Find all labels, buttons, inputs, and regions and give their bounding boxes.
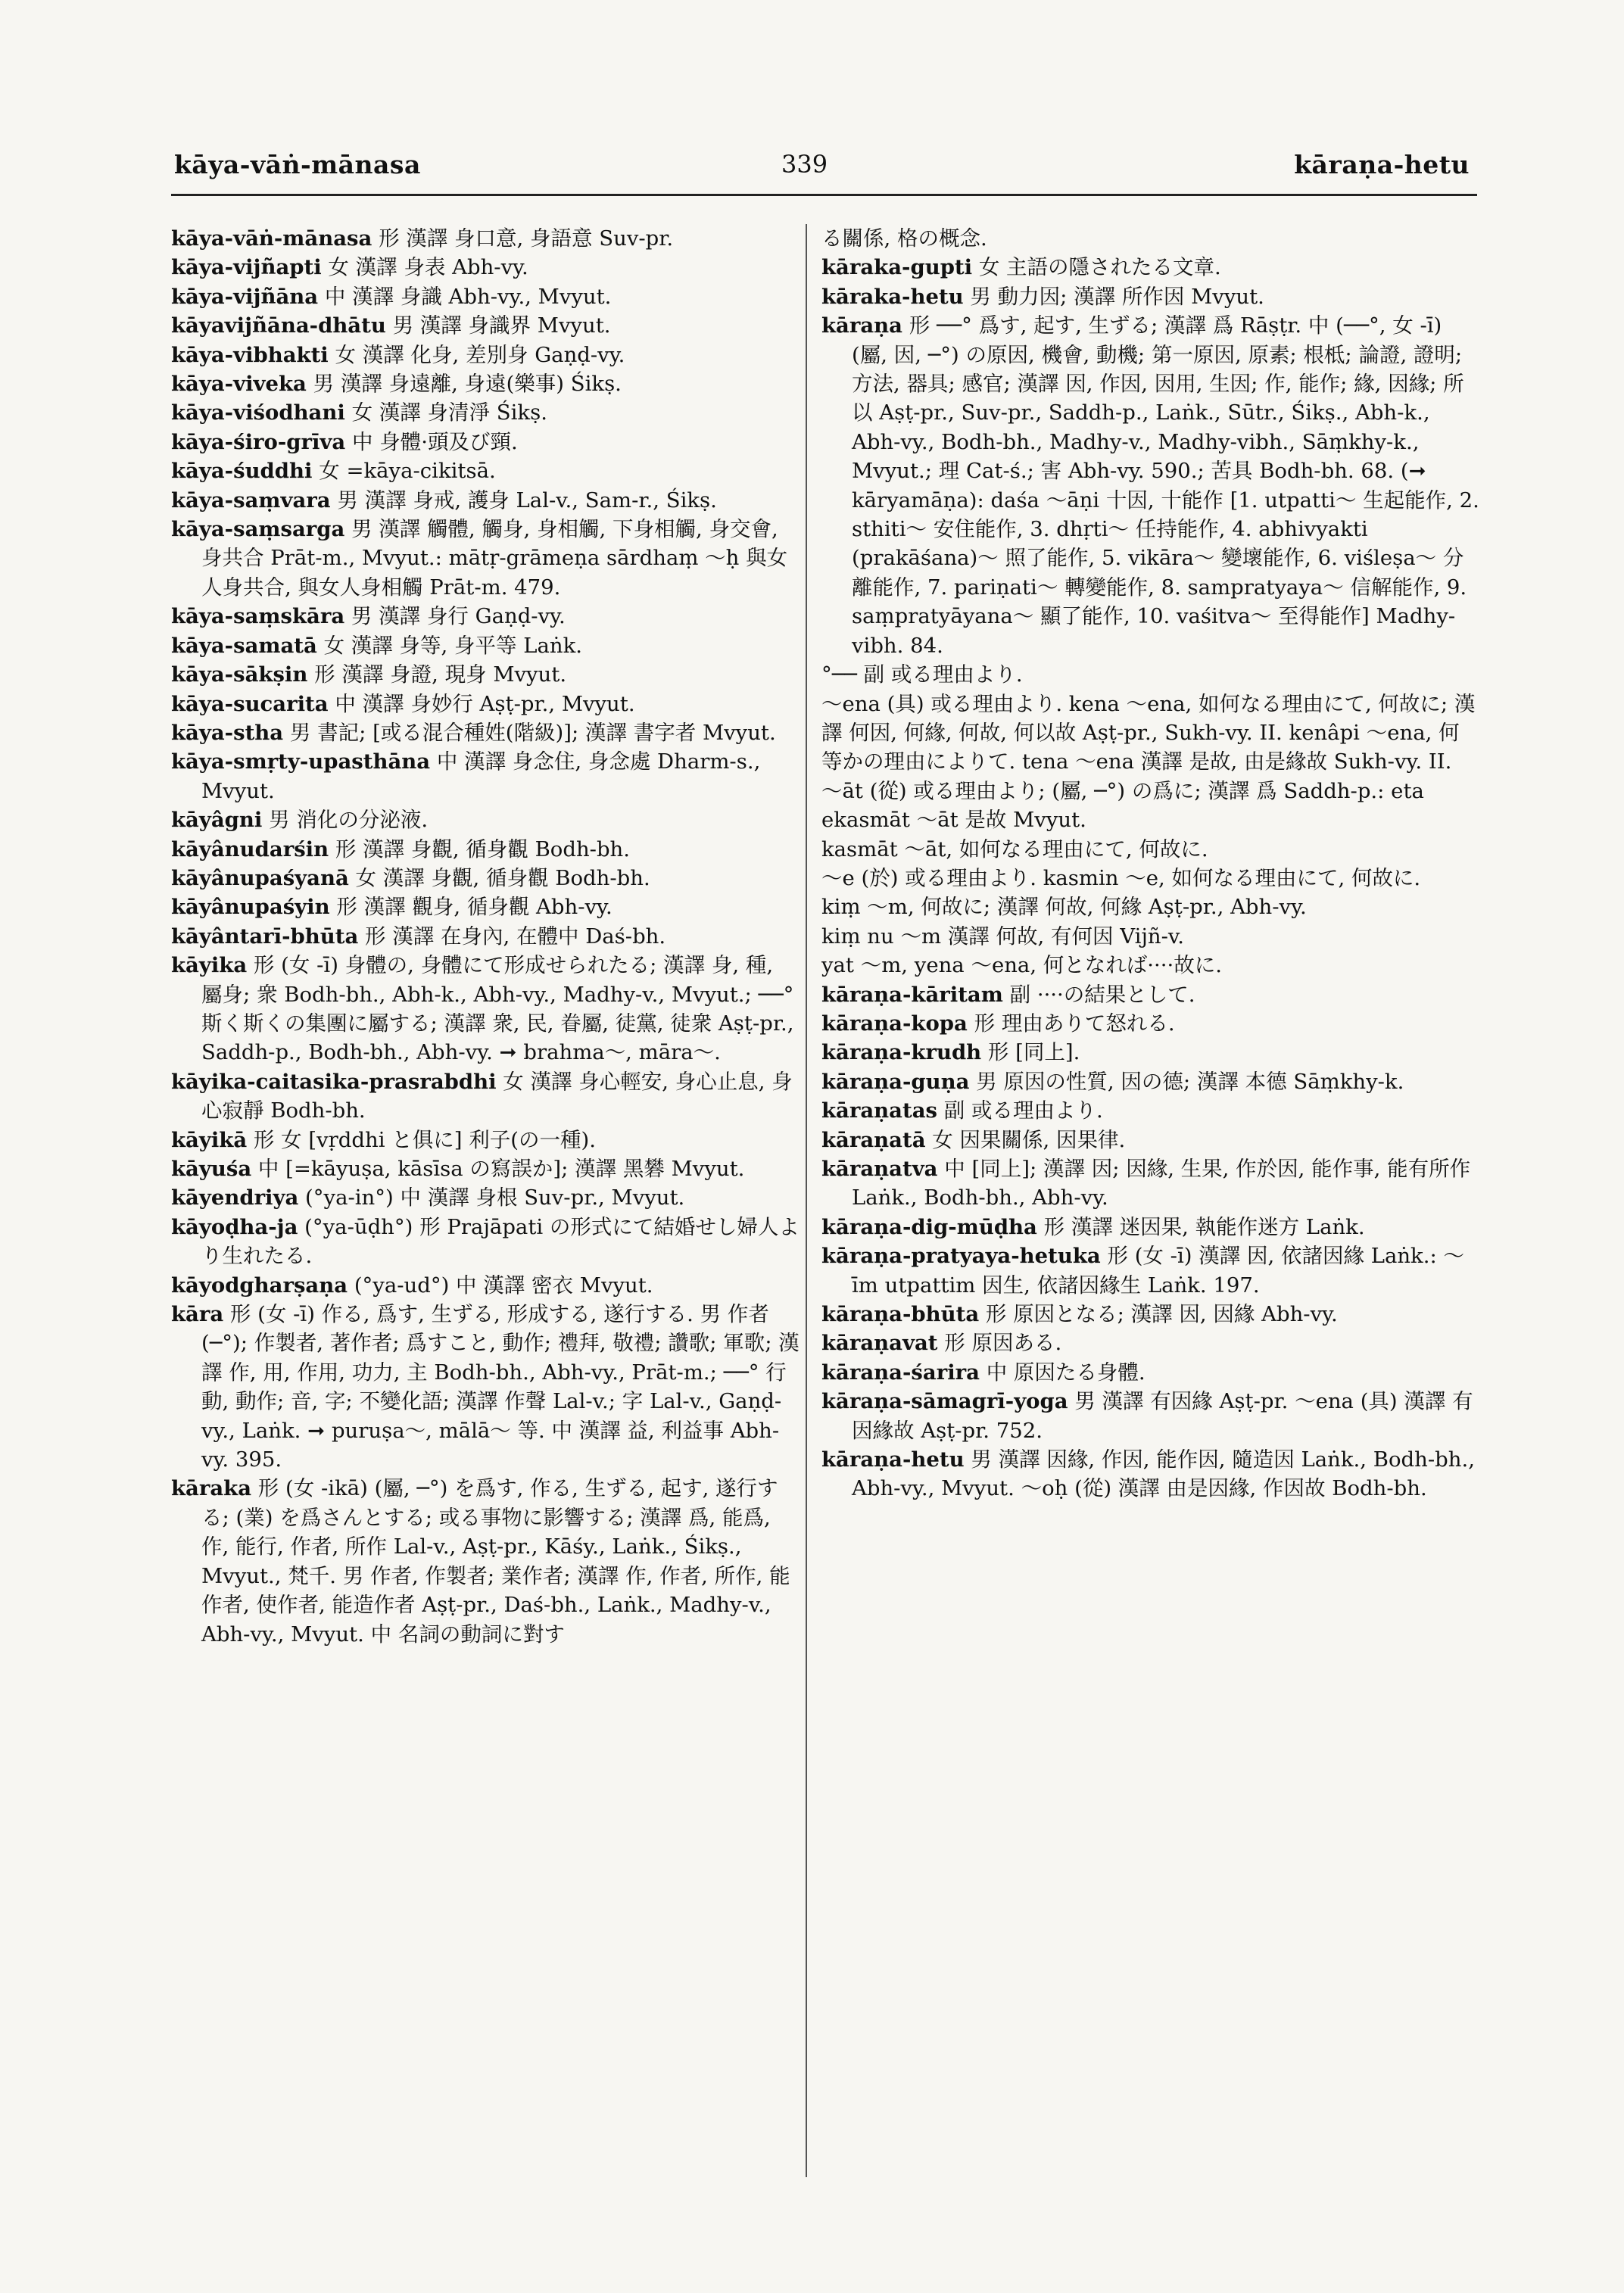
entry-definition: 男 漢譯 身戒, 護身 Lal-v., Sam-r., Śikṣ. bbox=[330, 488, 717, 512]
dictionary-entry bbox=[171, 922, 800, 951]
page-number: 339 bbox=[781, 150, 828, 179]
entry-definition: 形 ──° 爲す, 起す, 生ずる; 漢譯 爲 Rāṣṭr. 中 (──°, 女 -ī) (屬, 因, ─°) の原因, 機會, 動機; 第一原因, 原素; 根柢; 論證, 證明; 方法, 器具; 感官; 漢譯 因, 作因, 因用, 生因; 作, 能作; 緣, 因緣; 所以 Aṣṭ-pr., Suv-pr., Saddh-p., Laṅk., Sūtr., Śikṣ., Abh-k., Abh-vy., Bodh-bh., Madhy-v., Madhy-vibh., Sāṃkhy-k., Mvyut.; 理 Cat-ś.; 害 Abh-vy. 590.; 苦具 Bodh-bh. 68. (➞ kāryamāṇa): daśa ～āṇi 十因, 十能作 [1. utpatti～ 生起能作, 2. sthiti～ 安住能作, 3. dhṛti～ 任持能作, 4. abhivyakti (prakāśana)～ 照了能作, 5. vikāra～ 變壞能作, 6. viśleṣa～ 分離能作, 7. pariṇati～ 轉變能作, 8. sampratyaya～ 信解能作, 9. saṃpratyāyana～ 顯了能作, 10. vaśitva～ 至得能作] Madhy-vibh. 84. bbox=[852, 313, 1479, 658]
dictionary-entry bbox=[821, 1213, 1480, 1242]
dictionary-entry bbox=[171, 341, 800, 369]
entry-definition: 形 [同上]. bbox=[981, 1040, 1080, 1065]
dictionary-entry bbox=[171, 398, 800, 427]
dictionary-entry bbox=[171, 369, 800, 398]
entry-definition: 男 動力因; 漢譯 所作因 Mvyut. bbox=[963, 284, 1264, 309]
entry-definition: 中 原因たる身體. bbox=[979, 1360, 1146, 1385]
entry-definition: 女 因果關係, 因果律. bbox=[925, 1127, 1126, 1152]
dictionary-entry bbox=[171, 893, 800, 921]
dictionary-entry bbox=[821, 1329, 1480, 1357]
entry-headword: kāraṇa bbox=[821, 313, 902, 338]
entry-headword: kāyodgharṣaṇa bbox=[171, 1273, 348, 1298]
dictionary-entry bbox=[171, 253, 800, 282]
entry-headword: kāraṇa-sāmagrī-yoga bbox=[821, 1389, 1068, 1414]
entry-definition: 男 漢譯 有因緣 Aṣṭ-pr. ～ena (具) 漢譯 有因緣故 Aṣṭ-pr. 752. bbox=[852, 1389, 1473, 1443]
left-column bbox=[171, 224, 800, 1649]
dictionary-entry bbox=[171, 1067, 800, 1126]
dictionary-entry bbox=[821, 1096, 1480, 1125]
entry-definition: る關係, 格の概念. bbox=[821, 226, 987, 251]
entry-definition: 中 身體·頭及び頸. bbox=[345, 429, 518, 454]
dictionary-entry bbox=[171, 515, 800, 602]
entry-definition: 女 漢譯 身觀, 循身觀 Bodh-bh. bbox=[348, 865, 650, 890]
entry-definition: (°ya-ūḍh°) 形 Prajāpati の形式にて結婚せし婦人より生れたる. bbox=[201, 1214, 800, 1269]
entry-definition: 形 漢譯 身證, 現身 Mvyut. bbox=[307, 662, 567, 687]
right-column bbox=[821, 224, 1480, 1503]
entry-headword: kāyâgni bbox=[171, 808, 263, 833]
entry-headword: kāyika bbox=[171, 953, 248, 978]
entry-definition: ～ena (具) 或る理由より. kena ～ena, 如何なる理由にて, 何故に; 漢譯 何因, 何緣, 何故, 何以故 Aṣṭ-pr., Sukh-vy. II. kenâpi ～ena, 何等かの理由によりて. tena ～ena 漢譯 是故, 由是緣故 Sukh-vy. II. bbox=[821, 691, 1476, 774]
entry-headword: kāraṇa-guṇa bbox=[821, 1069, 970, 1094]
entry-headword: kāya-samatā bbox=[171, 633, 317, 658]
entry-headword: kāraka-gupti bbox=[821, 255, 973, 280]
entry-headword: kāya-saṃsarga bbox=[171, 517, 345, 542]
entry-headword: kāyânupaśyanā bbox=[171, 865, 349, 890]
entry-definition: 形 (女 -ī) 身體の, 身體にて形成せられたる; 漢譯 身, 種, 屬身; 衆 Bodh-bh., Abh-k., Abh-vy., Madhy-v., Mvyut.; ──° 斯く斯くの集團に屬する; 漢譯 衆, 民, 眷屬, 徒黨, 徒衆 Aṣṭ-pr., Saddh-p., Bodh-bh., Abh-vy. ➞ brahma～, māra～. bbox=[201, 953, 794, 1065]
dictionary-entry bbox=[821, 980, 1480, 1009]
dictionary-entry bbox=[171, 224, 800, 253]
entry-definition: kiṃ ～m, 何故に; 漢譯 何故, 何緣 Aṣṭ-pr., Abh-vy. bbox=[821, 895, 1307, 920]
entry-headword: kāyika-caitasika-prasrabdhi bbox=[171, 1069, 497, 1094]
dictionary-entry bbox=[821, 893, 1480, 921]
entry-definition: °── 副 或る理由より. bbox=[821, 662, 1023, 687]
dictionary-entry bbox=[821, 922, 1480, 951]
entry-headword: kāraṇa-kopa bbox=[821, 1011, 968, 1036]
entry-definition: 男 漢譯 身識界 Mvyut. bbox=[385, 313, 611, 338]
entry-headword: kāraka-hetu bbox=[821, 284, 964, 309]
entry-definition: 形 (女 -ī) 作る, 爲す, 生ずる, 形成する, 遂行する. 男 作者(─°); 作製者, 著作者; 爲すこと, 動作; 禮拜, 敬禮; 讚歌; 軍歌; 漢譯 作, 用, 作用, 功力, 主 Bodh-bh., Abh-vy., Prāt-m.; ──° 行動, 動作; 音, 字; 不變化語; 漢譯 作聲 Lal-v.; 字 Lal-v., Gaṇḍ-vy., Laṅk. ➞ puruṣa～, mālā～ 等. 中 漢譯 益, 利益事 Abh-vy. 395. bbox=[201, 1302, 800, 1472]
entry-definition: 男 原因の性質, 因の德; 漢譯 本德 Sāṃkhy-k. bbox=[969, 1069, 1404, 1094]
dictionary-entry bbox=[171, 864, 800, 893]
entry-definition: 男 漢譯 身遠離, 身遠(樂事) Śikṣ. bbox=[306, 372, 622, 397]
entry-headword: kāraṇavat bbox=[821, 1331, 938, 1356]
entry-definition: 形 漢譯 在身內, 在體中 Daś-bh. bbox=[358, 924, 666, 949]
entry-definition: 中 [同上]; 漢譯 因; 因緣, 生果, 作於因, 能作事, 能有所作 Laṅk., Bodh-bh., Abh-vy. bbox=[852, 1157, 1471, 1210]
dictionary-entry bbox=[821, 1009, 1480, 1038]
dictionary-entry bbox=[171, 835, 800, 864]
dictionary-entry bbox=[171, 311, 800, 340]
entry-headword: kāraṇa-hetu bbox=[821, 1447, 965, 1472]
dictionary-entry bbox=[171, 282, 800, 311]
entry-headword: kāyendriya bbox=[171, 1185, 299, 1210]
entry-definition: 男 書記; [或る混合種姓(階級)]; 漢譯 書字者 Mvyut. bbox=[283, 720, 776, 745]
dictionary-entry bbox=[171, 1474, 800, 1648]
entry-definition: 中 漢譯 身識 Abh-vy., Mvyut. bbox=[318, 284, 612, 309]
entry-definition: 女 漢譯 身心輕安, 身心止息, 身心寂靜 Bodh-bh. bbox=[201, 1069, 793, 1123]
entry-headword: kāya-saṃvara bbox=[171, 488, 331, 512]
dictionary-entry bbox=[171, 951, 800, 1067]
entry-definition: ～āt (從) 或る理由より; (屬, ─°) の爲に; 漢譯 爲 Saddh-p.: eta ekasmāt ～āt 是故 Mvyut. bbox=[821, 778, 1424, 833]
dictionary-entry bbox=[821, 1038, 1480, 1067]
entry-definition: 女 漢譯 化身, 差別身 Gaṇḍ-vy. bbox=[328, 342, 625, 367]
column-divider bbox=[806, 224, 807, 2177]
entry-definition: 男 消化の分泌液. bbox=[262, 808, 429, 833]
entry-headword: kāya-śuddhi bbox=[171, 459, 313, 484]
entry-headword: kāraka bbox=[171, 1476, 252, 1501]
entry-headword: kāya-vijñāna bbox=[171, 284, 319, 309]
entry-headword: kāyoḍha-ja bbox=[171, 1214, 298, 1239]
entry-definition: 形 (女 -ikā) (屬, ─°) を爲す, 作る, 生ずる, 起す, 遂行する; (業) を爲さんとする; 或る事物に影響する; 漢譯 爲, 能爲, 作, 能行, 作者, 所作 Lal-v., Aṣṭ-pr., Kāśy., Laṅk., Śikṣ., Mvyut., 梵千. 男 作者, 作製者; 業作者; 漢譯 作, 作者, 所作, 能作者, 使作者, 能造作者 Aṣṭ-pr., Daś-bh., Laṅk., Madhy-v., Abh-vy., Mvyut. 中 名詞の動詞に對す bbox=[201, 1476, 790, 1647]
entry-headword: kāraṇatva bbox=[821, 1157, 938, 1181]
entry-definition: 副 或る理由より. bbox=[937, 1098, 1103, 1123]
entry-definition: 形 漢譯 身口意, 身語意 Suv-pr. bbox=[372, 226, 674, 251]
dictionary-entry bbox=[171, 428, 800, 456]
entry-headword: kāraṇatā bbox=[821, 1127, 926, 1152]
dictionary-entry bbox=[821, 777, 1480, 835]
entry-definition: 中 [=kāyuṣa, kāsīsa の寫誤か]; 漢譯 黑礬 Mvyut. bbox=[251, 1157, 745, 1181]
entry-headword: kāya-vijñapti bbox=[171, 255, 322, 280]
entry-definition: 女 漢譯 身清淨 Śikṣ. bbox=[344, 400, 547, 425]
entry-definition: 女 主語の隱されたる文章. bbox=[972, 255, 1221, 280]
entry-headword: kāya-vāṅ-mānasa bbox=[171, 226, 372, 251]
dictionary-entry bbox=[821, 690, 1480, 777]
dictionary-entry bbox=[171, 1154, 800, 1183]
entry-definition: kiṃ nu ～m 漢譯 何故, 有何因 Vijñ-v. bbox=[821, 924, 1184, 949]
entry-definition: (°ya-in°) 中 漢譯 身根 Suv-pr., Mvyut. bbox=[298, 1185, 685, 1210]
entry-headword: kāyavijñāna-dhātu bbox=[171, 313, 386, 338]
entry-headword: kāya-sākṣin bbox=[171, 662, 308, 687]
entry-headword: kāyânupaśyin bbox=[171, 895, 330, 920]
entry-definition: 女 漢譯 身等, 身平等 Laṅk. bbox=[316, 633, 583, 658]
dictionary-entry bbox=[171, 1300, 800, 1474]
dictionary-entry bbox=[171, 660, 800, 689]
dictionary-entry bbox=[171, 1183, 800, 1212]
entry-headword: kāya-sucarita bbox=[171, 691, 329, 716]
dictionary-entry bbox=[171, 486, 800, 515]
dictionary-entry bbox=[821, 1445, 1480, 1503]
entry-definition: 副 ····の結果として. bbox=[1002, 982, 1195, 1007]
page-header bbox=[0, 150, 1624, 188]
dictionary-entry bbox=[821, 1300, 1480, 1329]
entry-definition: 形 漢譯 觀身, 循身觀 Abh-vy. bbox=[329, 895, 613, 920]
entry-definition: ～e (於) 或る理由より. kasmin ～e, 如何なる理由にて, 何故に. bbox=[821, 865, 1421, 890]
dictionary-entry bbox=[821, 864, 1480, 893]
header-rule bbox=[171, 194, 1477, 196]
entry-headword: kāraṇa-kāritam bbox=[821, 982, 1003, 1007]
entry-headword: kāya-smṛty-upasthāna bbox=[171, 749, 431, 774]
entry-headword: kāyuśa bbox=[171, 1157, 252, 1181]
running-head-left: kāya-vāṅ-mānasa bbox=[174, 150, 421, 179]
dictionary-entry bbox=[821, 282, 1480, 311]
entry-definition: 男 漢譯 因緣, 作因, 能作因, 隨造因 Laṅk., Bodh-bh., Abh-vy., Mvyut. ～oḥ (從) 漢譯 由是因緣, 作因故 Bodh-bh. bbox=[852, 1447, 1475, 1501]
dictionary-entry bbox=[821, 1358, 1480, 1387]
entry-definition: 形 漢譯 身觀, 循身觀 Bodh-bh. bbox=[329, 837, 631, 861]
dictionary-entry bbox=[821, 1126, 1480, 1154]
entry-headword: kāya-vibhakti bbox=[171, 342, 329, 367]
entry-definition: (°ya-ud°) 中 漢譯 密衣 Mvyut. bbox=[348, 1273, 653, 1298]
entry-headword: kāya-viveka bbox=[171, 372, 307, 397]
dictionary-entry bbox=[821, 835, 1480, 864]
dictionary-entry bbox=[171, 631, 800, 660]
dictionary-entry bbox=[821, 1154, 1480, 1213]
entry-headword: kāraṇa-śarira bbox=[821, 1360, 980, 1385]
entry-definition: 中 漢譯 身念住, 身念處 Dharm-s., Mvyut. bbox=[201, 749, 761, 803]
dictionary-entry bbox=[171, 747, 800, 805]
entry-headword: kāya-stha bbox=[171, 720, 284, 745]
entry-definition: kasmāt ～āt, 如何なる理由にて, 何故に. bbox=[821, 837, 1208, 861]
entry-headword: kāraṇa-pratyaya-hetuka bbox=[821, 1244, 1101, 1269]
entry-definition: 男 漢譯 身行 Gaṇḍ-vy. bbox=[344, 604, 566, 629]
dictionary-entry bbox=[171, 805, 800, 834]
entry-definition: 形 女 [vṛddhi と俱に] 利子(の一種). bbox=[247, 1127, 596, 1152]
entry-headword: kāraṇatas bbox=[821, 1098, 937, 1123]
dictionary-entry bbox=[821, 311, 1480, 660]
dictionary-entry bbox=[171, 690, 800, 718]
entry-definition: 形 漢譯 迷因果, 執能作迷方 Laṅk. bbox=[1036, 1214, 1365, 1239]
entry-definition: 形 原因となる; 漢譯 因, 因緣 Abh-vy. bbox=[979, 1302, 1338, 1327]
dictionary-entry bbox=[821, 253, 1480, 282]
entry-headword: kāra bbox=[171, 1302, 224, 1327]
entry-definition: 形 理由ありて怒れる. bbox=[967, 1011, 1175, 1036]
dictionary-entry bbox=[821, 1387, 1480, 1445]
dictionary-entry bbox=[171, 602, 800, 631]
dictionary-entry bbox=[821, 224, 1480, 253]
entry-headword: kāraṇa-bhūta bbox=[821, 1302, 980, 1327]
dictionary-entry bbox=[171, 718, 800, 747]
dictionary-entry bbox=[821, 660, 1480, 689]
dictionary-entry bbox=[171, 1213, 800, 1271]
entry-definition: 女 漢譯 身表 Abh-vy. bbox=[321, 255, 528, 280]
dictionary-entry bbox=[171, 1271, 800, 1300]
dictionary-entry bbox=[171, 1126, 800, 1154]
entry-headword: kāraṇa-dig-mūḍha bbox=[821, 1214, 1037, 1239]
entry-headword: kāya-śiro-grīva bbox=[171, 429, 346, 454]
dictionary-entry bbox=[821, 1067, 1480, 1096]
entry-definition: yat ～m, yena ～ena, 何となれば····故に. bbox=[821, 953, 1223, 978]
entry-definition: 女 =kāya-cikitsā. bbox=[312, 459, 496, 484]
entry-definition: 形 (女 -ī) 漢譯 因, 依諸因緣 Laṅk.: ～īm utpattim 因生, 依諸因緣生 Laṅk. 197. bbox=[852, 1244, 1464, 1298]
entry-headword: kāyikā bbox=[171, 1127, 248, 1152]
entry-headword: kāraṇa-krudh bbox=[821, 1040, 982, 1065]
running-head-right: kāraṇa-hetu bbox=[1294, 150, 1470, 179]
dictionary-entry bbox=[171, 456, 800, 485]
dictionary-entry bbox=[821, 951, 1480, 980]
entry-headword: kāya-saṃskāra bbox=[171, 604, 345, 629]
entry-headword: kāyânudarśin bbox=[171, 837, 329, 861]
entry-headword: kāya-viśodhani bbox=[171, 400, 345, 425]
dictionary-entry bbox=[821, 1242, 1480, 1300]
entry-definition: 中 漢譯 身妙行 Aṣṭ-pr., Mvyut. bbox=[328, 691, 635, 716]
entry-headword: kāyântarī-bhūta bbox=[171, 924, 359, 949]
entry-definition: 男 漢譯 觸體, 觸身, 身相觸, 下身相觸, 身交會, 身共合 Prāt-m., Mvyut.: mātṛ-grāmeṇa sārdhaṃ ～ḥ 與女人身共合, 與女人身相觸 Prāt-m. 479. bbox=[201, 517, 788, 600]
entry-definition: 形 原因ある. bbox=[937, 1331, 1062, 1356]
